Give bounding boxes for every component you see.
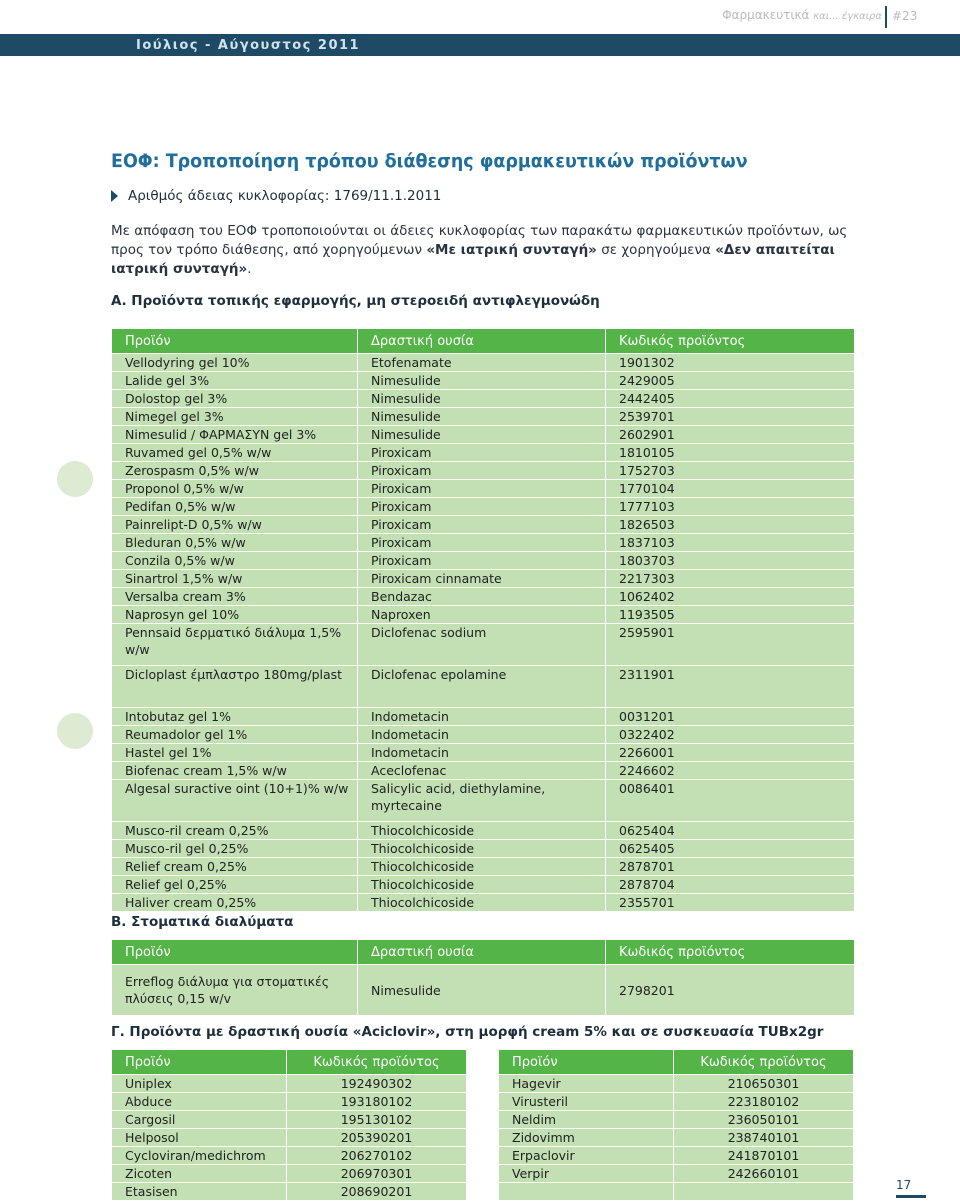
- cell-substance: Bendazac: [358, 588, 606, 606]
- table-row: [112, 1129, 467, 1147]
- cell-product: Haliver cream 0,25%: [112, 894, 358, 912]
- cell-substance: Aceclofenac: [358, 762, 606, 780]
- cell-product: Hastel gel 1%: [112, 744, 358, 762]
- permit-number: Αριθμός άδειας κυκλοφορίας: 1769/11.1.2011: [128, 188, 442, 204]
- cell-code: 1826503: [606, 516, 855, 534]
- table-row: [112, 780, 855, 822]
- table-row: [112, 516, 855, 534]
- cell-substance: Diclofenac sodium: [358, 624, 606, 666]
- table-row: [499, 1147, 854, 1165]
- cell-substance: Piroxicam: [358, 534, 606, 552]
- cell-substance: Thiocolchicoside: [358, 894, 606, 912]
- cell-code: 206270102: [287, 1147, 467, 1165]
- section-b-table: [111, 939, 855, 1016]
- cell-substance: Piroxicam: [358, 462, 606, 480]
- cell-product: Musco-ril gel 0,25%: [112, 840, 358, 858]
- table-row: [112, 708, 855, 726]
- table-row: [112, 762, 855, 780]
- issue-date: Ιούλιος - Αύγουστος 2011: [136, 38, 361, 53]
- cell-product: Ruvamed gel 0,5% w/w: [112, 444, 358, 462]
- cell-code: 210650301: [674, 1075, 854, 1093]
- cell-code: 1837103: [606, 534, 855, 552]
- intro-text-c: σε χορηγούμενα: [596, 242, 716, 258]
- intro-text-e: .: [247, 261, 252, 277]
- table-row: [499, 1111, 854, 1129]
- cell-substance: Indometacin: [358, 708, 606, 726]
- table-row: [112, 570, 855, 588]
- table-row: [112, 894, 855, 912]
- table-row: [112, 426, 855, 444]
- col-header-product: Προϊόν: [112, 940, 358, 965]
- cell-substance: Nimesulide: [358, 965, 606, 1016]
- table-row: [112, 372, 855, 390]
- page-title: ΕΟΦ: Τροποποίηση τρόπου διάθεσης φαρμακευτικών προϊόντων: [111, 150, 748, 172]
- cell-code: 2878704: [606, 876, 855, 894]
- table-row: [112, 840, 855, 858]
- cell-product: Cargosil: [112, 1111, 287, 1129]
- table-row: [112, 965, 855, 1016]
- intro-text-d: «Δεν απαιτείται ιατρική συνταγή»: [111, 242, 835, 277]
- cell-product: Neldim: [499, 1111, 674, 1129]
- table-row: [112, 480, 855, 498]
- col-header-substance: Δραστική ουσία: [358, 329, 606, 354]
- col-header-product: Προϊόν: [112, 1050, 287, 1075]
- cell-code: 208690201: [287, 1183, 467, 1201]
- cell-code: 2311901: [606, 666, 855, 708]
- intro-text-b: «Με ιατρική συνταγή»: [426, 242, 597, 258]
- table-row: [499, 1129, 854, 1147]
- table-row: [112, 1165, 467, 1183]
- table-row: [499, 1093, 854, 1111]
- cell-substance: Salicylic acid, diethylamine, myrtecaine: [358, 780, 606, 822]
- cell-code: 1062402: [606, 588, 855, 606]
- cell-product: Lalide gel 3%: [112, 372, 358, 390]
- cell-product: Vellodyring gel 10%: [112, 354, 358, 372]
- cell-code: 2798201: [606, 965, 855, 1016]
- cell-product: Etasisen: [112, 1183, 287, 1201]
- cell-substance: Diclofenac epolamine: [358, 666, 606, 708]
- table-row: [112, 1147, 467, 1165]
- section-subtitle: και... έγκαιρα: [813, 11, 882, 22]
- cell-substance: Thiocolchicoside: [358, 822, 606, 840]
- table-row: [112, 1075, 467, 1093]
- cell-code: 2217303: [606, 570, 855, 588]
- cell-product: Algesal suractive oint (10+1)% w/w: [112, 780, 358, 822]
- cell-product: Biofenac cream 1,5% w/w: [112, 762, 358, 780]
- cell-code: 206970301: [287, 1165, 467, 1183]
- section-b-title: Β. Στοματικά διαλύματα: [111, 914, 294, 930]
- issue-number: #23: [892, 9, 918, 23]
- cell-code: [674, 1183, 854, 1201]
- header-section-label: [722, 8, 882, 22]
- intro-text-a: Με απόφαση του ΕΟΦ τροποποιούνται οι άδειες κυκλοφορίας των παρακάτω φαρμακευτικών προϊόντων, ως προς τον τρόπο διάθεσης, από χορηγούμενων: [111, 223, 848, 258]
- cell-code: 1193505: [606, 606, 855, 624]
- cell-substance: Thiocolchicoside: [358, 858, 606, 876]
- cell-product: Intobutaz gel 1%: [112, 708, 358, 726]
- cell-code: 2602901: [606, 426, 855, 444]
- cell-substance: Piroxicam: [358, 552, 606, 570]
- cell-product: Erreflog διάλυμα για στοματικές πλύσεις 0,15 w/v: [112, 965, 358, 1016]
- col-header-code: Κωδικός προϊόντος: [606, 940, 855, 965]
- table-row: [112, 1093, 467, 1111]
- table-row: [112, 534, 855, 552]
- cell-substance: Indometacin: [358, 726, 606, 744]
- cell-product: Nimesulid / ΦΑΡΜΑΣΥΝ gel 3%: [112, 426, 358, 444]
- cell-code: 0031201: [606, 708, 855, 726]
- cell-product: Relief cream 0,25%: [112, 858, 358, 876]
- section-a-title: Α. Προϊόντα τοπικής εφαρμογής, μη στεροειδή αντιφλεγμονώδη: [111, 293, 600, 309]
- cell-substance: Etofenamate: [358, 354, 606, 372]
- cell-substance: Piroxicam: [358, 444, 606, 462]
- cell-substance: Nimesulide: [358, 372, 606, 390]
- bullet-icon: [111, 190, 118, 202]
- cell-substance: Nimesulide: [358, 426, 606, 444]
- cell-substance: Piroxicam: [358, 498, 606, 516]
- table-row: [112, 606, 855, 624]
- section-c-left-table: [111, 1049, 467, 1201]
- cell-product: Cycloviran/medichrom: [112, 1147, 287, 1165]
- cell-product: Reumadolor gel 1%: [112, 726, 358, 744]
- table-row: [112, 408, 855, 426]
- col-header-code: Κωδικός προϊόντος: [606, 329, 855, 354]
- cell-product: Pedifan 0,5% w/w: [112, 498, 358, 516]
- cell-substance: Nimesulide: [358, 390, 606, 408]
- table-row: [112, 1183, 467, 1201]
- section-c-right-table: [498, 1049, 854, 1201]
- col-header-code: Κωδικός προϊόντος: [287, 1050, 467, 1075]
- cell-code: 0625405: [606, 840, 855, 858]
- col-header-product: Προϊόν: [499, 1050, 674, 1075]
- cell-product: Hagevir: [499, 1075, 674, 1093]
- table-row: [112, 744, 855, 762]
- table-row: [112, 390, 855, 408]
- cell-code: 236050101: [674, 1111, 854, 1129]
- cell-product: Naprosyn gel 10%: [112, 606, 358, 624]
- decorative-circle: [57, 713, 93, 749]
- cell-code: 1770104: [606, 480, 855, 498]
- cell-code: 192490302: [287, 1075, 467, 1093]
- page-number-rule: [896, 1195, 926, 1198]
- col-header-code: Κωδικός προϊόντος: [674, 1050, 854, 1075]
- cell-substance: Naproxen: [358, 606, 606, 624]
- cell-code: 2429005: [606, 372, 855, 390]
- cell-code: 205390201: [287, 1129, 467, 1147]
- table-row: [112, 858, 855, 876]
- cell-code: 238740101: [674, 1129, 854, 1147]
- cell-product: Pennsaid δερματικό διάλυμα 1,5% w/w: [112, 624, 358, 666]
- cell-code: 223180102: [674, 1093, 854, 1111]
- table-row: [499, 1183, 854, 1201]
- col-header-product: Προϊόν: [112, 329, 358, 354]
- header-divider: [885, 6, 887, 28]
- cell-code: 0625404: [606, 822, 855, 840]
- cell-substance: Nimesulide: [358, 408, 606, 426]
- cell-code: 2246602: [606, 762, 855, 780]
- cell-code: 2878701: [606, 858, 855, 876]
- table-row: [499, 1075, 854, 1093]
- table-row: [112, 822, 855, 840]
- col-header-substance: Δραστική ουσία: [358, 940, 606, 965]
- cell-code: 0086401: [606, 780, 855, 822]
- cell-code: 1803703: [606, 552, 855, 570]
- section-name: Φαρμακευτικά: [722, 8, 810, 22]
- cell-code: 195130102: [287, 1111, 467, 1129]
- cell-product: Erpaclovir: [499, 1147, 674, 1165]
- table-row: [112, 498, 855, 516]
- table-row: [112, 666, 855, 708]
- cell-product: Helposol: [112, 1129, 287, 1147]
- cell-code: 2355701: [606, 894, 855, 912]
- cell-product: Versalba cream 3%: [112, 588, 358, 606]
- cell-product: Nimegel gel 3%: [112, 408, 358, 426]
- page-number: 17: [896, 1178, 912, 1192]
- cell-product: Musco-ril cream 0,25%: [112, 822, 358, 840]
- table-row: [499, 1165, 854, 1183]
- section-a-table: [111, 328, 855, 912]
- cell-product: Relief gel 0,25%: [112, 876, 358, 894]
- cell-product: Verpir: [499, 1165, 674, 1183]
- cell-substance: Thiocolchicoside: [358, 876, 606, 894]
- cell-product: Uniplex: [112, 1075, 287, 1093]
- cell-product: Proponol 0,5% w/w: [112, 480, 358, 498]
- cell-product: Abduce: [112, 1093, 287, 1111]
- table-row: [112, 462, 855, 480]
- table-row: [112, 444, 855, 462]
- section-c-title: Γ. Προϊόντα με δραστική ουσία «Aciclovir», στη μορφή cream 5% και σε συσκευασία TUBx2gr: [111, 1024, 824, 1040]
- table-row: [112, 354, 855, 372]
- cell-product: Bleduran 0,5% w/w: [112, 534, 358, 552]
- decorative-circle: [57, 461, 93, 497]
- cell-code: 1777103: [606, 498, 855, 516]
- cell-code: 0322402: [606, 726, 855, 744]
- cell-code: 193180102: [287, 1093, 467, 1111]
- cell-code: 1810105: [606, 444, 855, 462]
- cell-product: Painrelipt-D 0,5% w/w: [112, 516, 358, 534]
- cell-substance: Indometacin: [358, 744, 606, 762]
- table-row: [112, 876, 855, 894]
- cell-substance: Thiocolchicoside: [358, 840, 606, 858]
- table-row: [112, 726, 855, 744]
- cell-substance: Piroxicam: [358, 516, 606, 534]
- cell-code: 2266001: [606, 744, 855, 762]
- table-row: [112, 552, 855, 570]
- cell-product: Virusteril: [499, 1093, 674, 1111]
- cell-product: Zicoten: [112, 1165, 287, 1183]
- cell-product: Dicloplast έμπλαστρο 180mg/plast: [112, 666, 358, 708]
- table-row: [112, 1111, 467, 1129]
- cell-product: Dolostop gel 3%: [112, 390, 358, 408]
- cell-code: 2539701: [606, 408, 855, 426]
- cell-product: Conzila 0,5% w/w: [112, 552, 358, 570]
- cell-product: Zerospasm 0,5% w/w: [112, 462, 358, 480]
- cell-product: Sinartrol 1,5% w/w: [112, 570, 358, 588]
- cell-code: 241870101: [674, 1147, 854, 1165]
- cell-code: 1901302: [606, 354, 855, 372]
- cell-substance: Piroxicam: [358, 480, 606, 498]
- cell-code: 242660101: [674, 1165, 854, 1183]
- table-row: [112, 588, 855, 606]
- table-row: [112, 624, 855, 666]
- cell-product: [499, 1183, 674, 1201]
- cell-product: Zidovimm: [499, 1129, 674, 1147]
- intro-paragraph: [111, 222, 856, 279]
- cell-substance: Piroxicam cinnamate: [358, 570, 606, 588]
- cell-code: 2442405: [606, 390, 855, 408]
- cell-code: 1752703: [606, 462, 855, 480]
- cell-code: 2595901: [606, 624, 855, 666]
